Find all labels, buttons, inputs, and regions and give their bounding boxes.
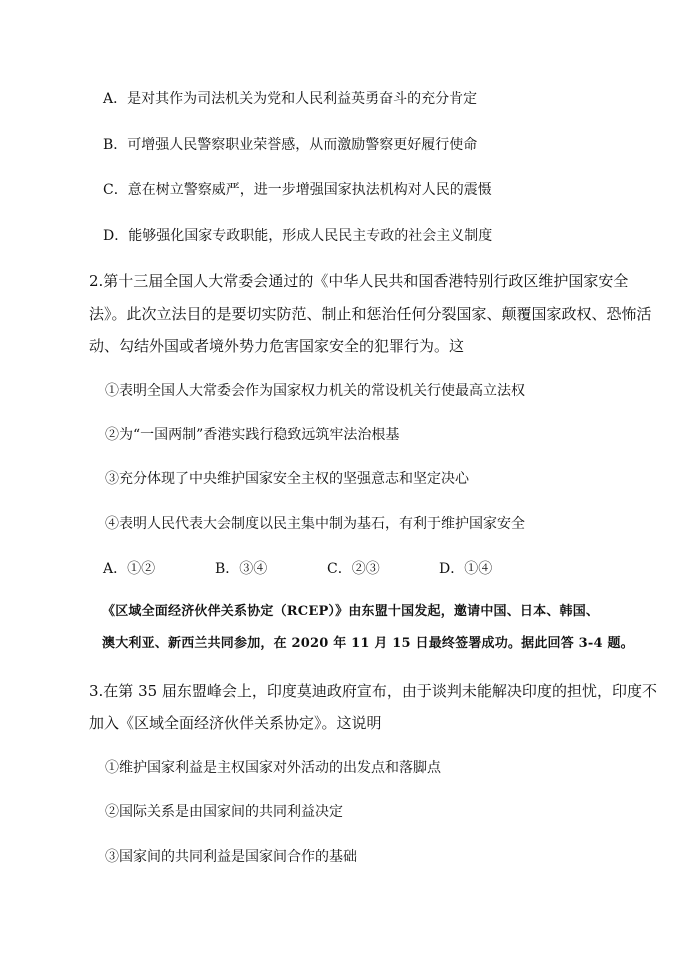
q2-choice-c: C．②③ [327,561,380,577]
q2-statement-3: ③充分体现了中央维护国家安全主权的坚强意志和坚定决心 [105,471,469,487]
q3-statement-1: ①维护国家利益是主权国家对外活动的出发点和落脚点 [105,760,441,776]
option-c: C．意在树立警察威严，进一步增强国家执法机构对人民的震慑 [103,182,492,198]
option-d: D．能够强化国家专政职能，形成人民民主专政的社会主义制度 [103,228,493,244]
q2-choice-a: A．①② [103,561,156,577]
option-b: B．可增强人民警察职业荣誉感，从而激励警察更好履行使命 [103,137,478,153]
q3-stem-line-1: 3.在第 35 届东盟峰会上，印度莫迪政府宣布，由于谈判未能解决印度的担忧，印度不 [89,682,657,700]
q2-choice-b: B．③④ [215,561,268,577]
q3-stem-line-2: 加入《区域全面经济伙伴关系协定》。这说明 [89,714,382,732]
q2-statement-1: ①表明全国人大常委会作为国家权力机关的常设机关行使最高立法权 [105,383,525,399]
q2-statement-2: ②为“一国两制”香港实践行稳致远筑牢法治根基 [105,427,400,443]
q3-statement-3: ③国家间的共同利益是国家间合作的基础 [105,849,357,865]
option-a: A．是对其作为司法机关为党和人民利益英勇奋斗的充分肯定 [103,91,478,107]
q2-statement-4: ④表明人民代表大会制度以民主集中制为基石，有利于维护国家安全 [105,516,525,532]
q2-stem-line-1: 2.第十三届全国人大常委会通过的《中华人民共和国香港特别行政区维护国家安全 [89,272,629,290]
passage-line-2: 澳大利亚、新西兰共同参加，在 2020 年 11 月 15 日最终签署成功。据此回答 3-4 题。 [102,636,634,651]
q2-stem-line-2: 法》。此次立法目的是要切实防范、制止和惩治任何分裂国家、颠覆国家政权、恐怖活 [89,305,652,323]
q2-choice-d: D．①④ [439,561,493,577]
q3-statement-2: ②国际关系是由国家间的共同利益决定 [105,804,343,820]
passage-line-1: 《区域全面经济伙伴关系协定（RCEP）》由东盟十国发起，邀请中国、日本、韩国、 [102,604,600,619]
q2-stem-line-3: 动、勾结外国或者境外势力危害国家安全的犯罪行为。这 [89,337,465,355]
